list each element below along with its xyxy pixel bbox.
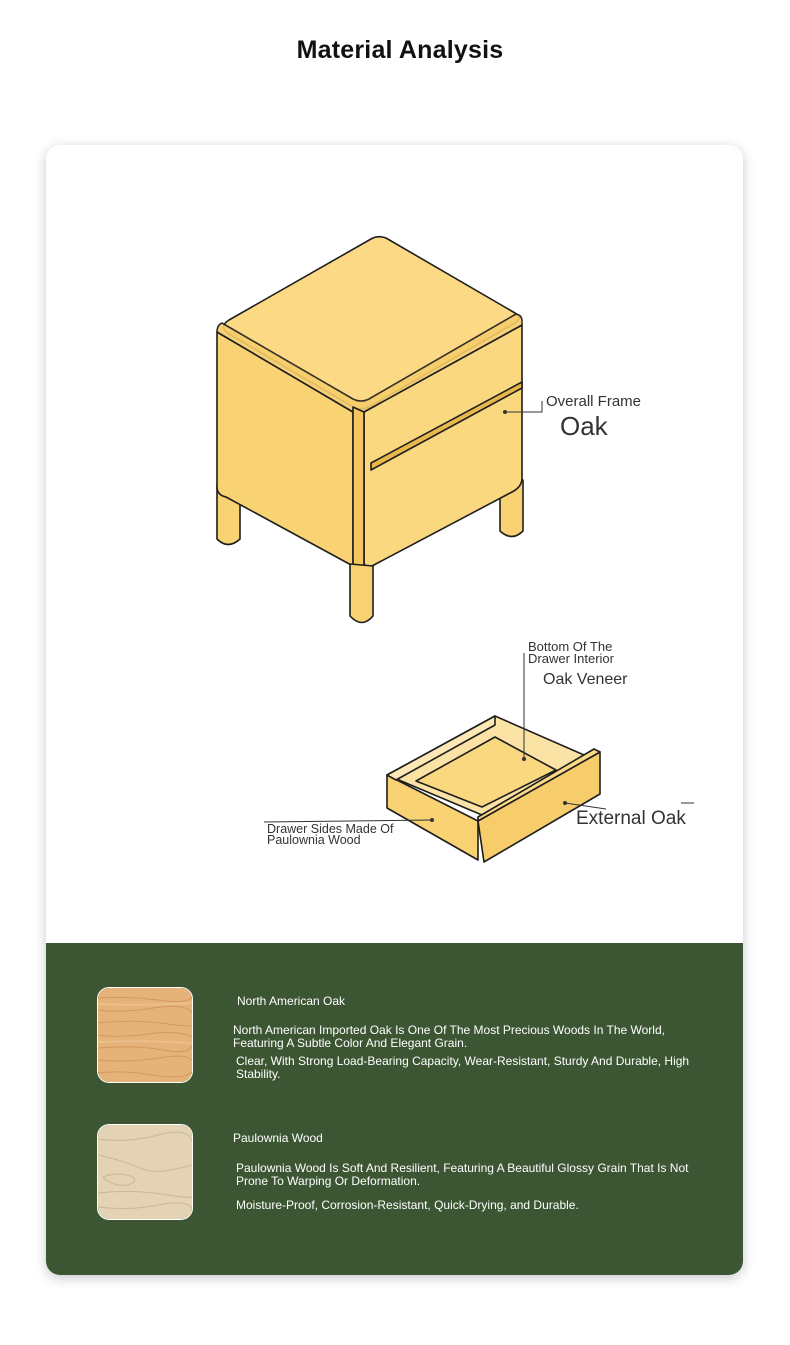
sides-caption-line1: Drawer Sides Made Of [267, 822, 394, 836]
bottom-caption-line1: Bottom Of The [528, 639, 613, 654]
frame-leader-dot [503, 410, 507, 414]
sides-leader-dot [430, 818, 434, 822]
page-title: Material Analysis [296, 36, 504, 64]
bottom-caption-line2: Drawer Interior [528, 651, 614, 666]
bottom-leader-dot [522, 757, 526, 761]
sides-caption-line2: Paulownia Wood [267, 833, 361, 847]
bottom-material: Oak Veneer [543, 671, 628, 688]
oak-swatch-image [97, 987, 193, 1083]
frame-caption: Overall Frame [546, 393, 642, 410]
materials-panel [46, 943, 743, 1275]
nightstand-front-corner [353, 407, 364, 567]
paulownia-description-2: Moisture-Proof, Corrosion-Resistant, Quick-Drying, and Durable. [236, 1198, 579, 1212]
material-card [46, 145, 743, 1275]
oak-title: North American Oak [237, 994, 346, 1008]
paulownia-title: Paulownia Wood [233, 1131, 323, 1145]
paulownia-description-1: Paulownia Wood Is Soft And Resilient, Featuring A Beautiful Glossy Grain That Is Not Prone To Warping Or Deformation. [236, 1161, 689, 1188]
illustration-area [46, 145, 743, 943]
oak-description-1: North American Imported Oak Is One Of The Most Precious Woods In The World, Featuring A Subtle Color And Elegant Grain. [233, 1023, 665, 1050]
external-material: External Oak [576, 808, 686, 829]
nightstand-front-leg [350, 564, 373, 623]
external-leader-dot [563, 801, 567, 805]
paulownia-swatch-image [97, 1124, 193, 1220]
oak-description-2: Clear, With Strong Load-Bearing Capacity, Wear-Resistant, Sturdy And Durable, High Stability. [236, 1054, 690, 1081]
frame-material: Oak [560, 411, 608, 441]
